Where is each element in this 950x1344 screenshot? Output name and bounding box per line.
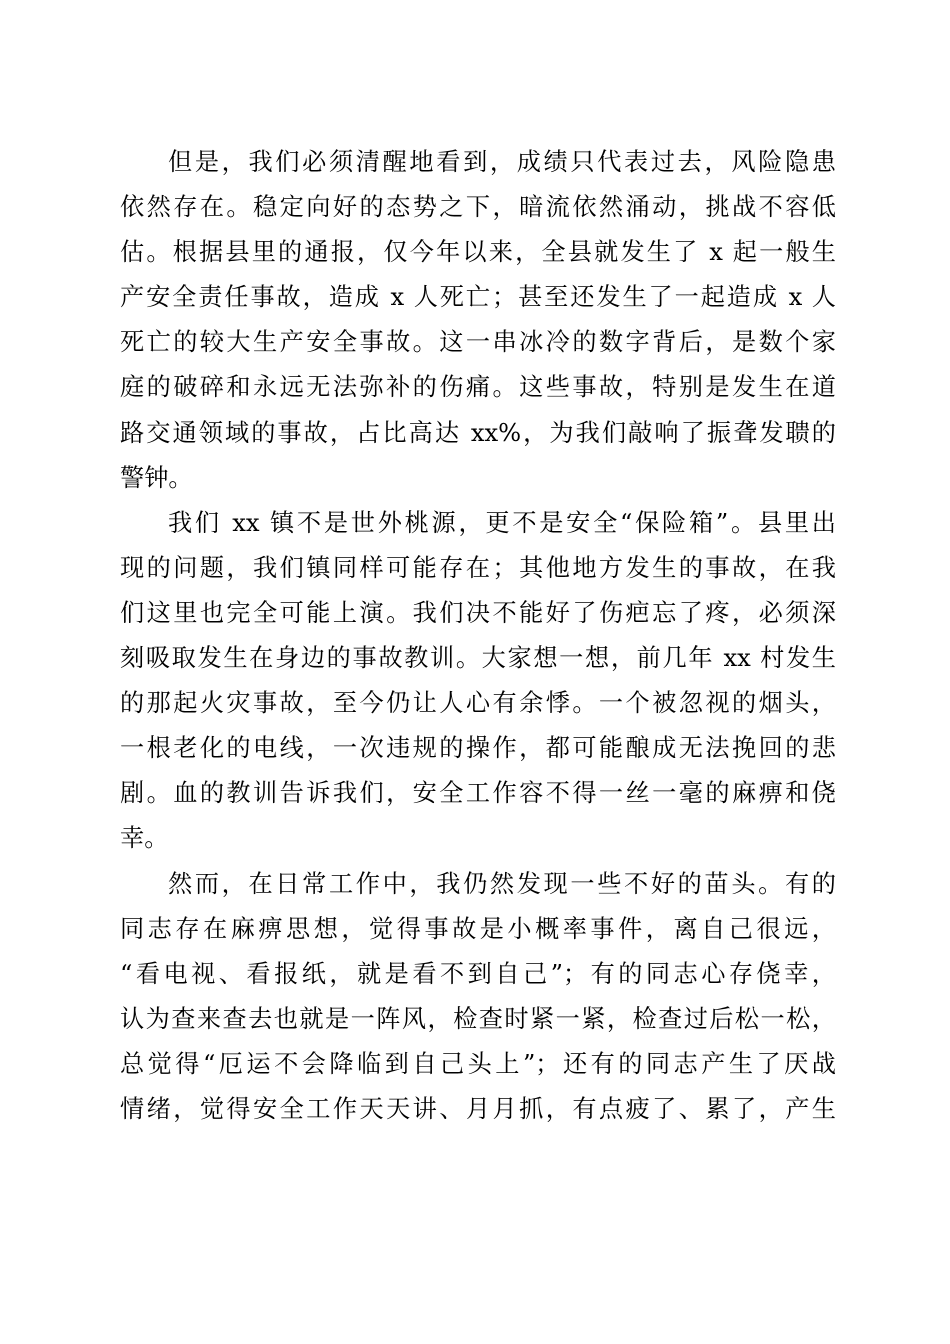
text-line: 路交通领域的事故，占比高达 xx%，为我们敲响了振聋发聩的 <box>120 418 836 447</box>
text-line: 的那起火灾事故，至今仍让人心有余悸。一个被忽视的烟头， <box>120 689 836 718</box>
text-line: 剧。血的教训告诉我们，安全工作容不得一丝一毫的麻痹和侥 <box>120 779 836 808</box>
text-line: 警钟。 <box>120 463 193 492</box>
text-line: 刻吸取发生在身边的事故教训。大家想一想，前几年 xx 村发生 <box>120 644 836 673</box>
text-line: 总觉得“厄运不会降临到自己头上”；还有的同志产生了厌战 <box>120 1049 836 1078</box>
text-line: 们这里也完全可能上演。我们决不能好了伤疤忘了疼，必须深 <box>120 598 836 627</box>
text-line: 依然存在。稳定向好的态势之下，暗流依然涌动，挑战不容低 <box>120 193 836 222</box>
text-line: 同志存在麻痹思想，觉得事故是小概率事件，离自己很远， <box>120 914 836 943</box>
document-body <box>120 140 836 1132</box>
text-line: 庭的破碎和永远无法弥补的伤痛。这些事故，特别是发生在道 <box>120 373 836 402</box>
paragraph-3 <box>120 862 836 1133</box>
text-line: 估。根据县里的通报，仅今年以来，全县就发生了 x 起一般生 <box>120 238 836 267</box>
paragraph-1 <box>120 140 836 501</box>
text-line: 情绪，觉得安全工作天天讲、月月抓，有点疲了、累了，产生 <box>120 1094 836 1123</box>
text-line: 幸。 <box>120 824 169 853</box>
text-line: 产安全责任事故，造成 x 人死亡；甚至还发生了一起造成 x 人 <box>120 283 836 312</box>
text-line: “看电视、看报纸，就是看不到自己”；有的同志心存侥幸， <box>120 959 836 988</box>
text-line: 但是，我们必须清醒地看到，成绩只代表过去，风险隐患 <box>168 148 836 176</box>
paragraph-2 <box>120 501 836 862</box>
text-line: 死亡的较大生产安全事故。这一串冰冷的数字背后，是数个家 <box>120 328 836 357</box>
text-line: 然而，在日常工作中，我仍然发现一些不好的苗头。有的 <box>168 869 836 898</box>
text-line: 现的问题，我们镇同样可能存在；其他地方发生的事故，在我 <box>120 553 836 582</box>
text-line: 认为查来查去也就是一阵风，检查时紧一紧，检查过后松一松， <box>120 1004 836 1033</box>
text-line: 我们 xx 镇不是世外桃源，更不是安全“保险箱”。县里出 <box>168 508 836 537</box>
text-line: 一根老化的电线，一次违规的操作，都可能酿成无法挽回的悲 <box>120 734 836 763</box>
